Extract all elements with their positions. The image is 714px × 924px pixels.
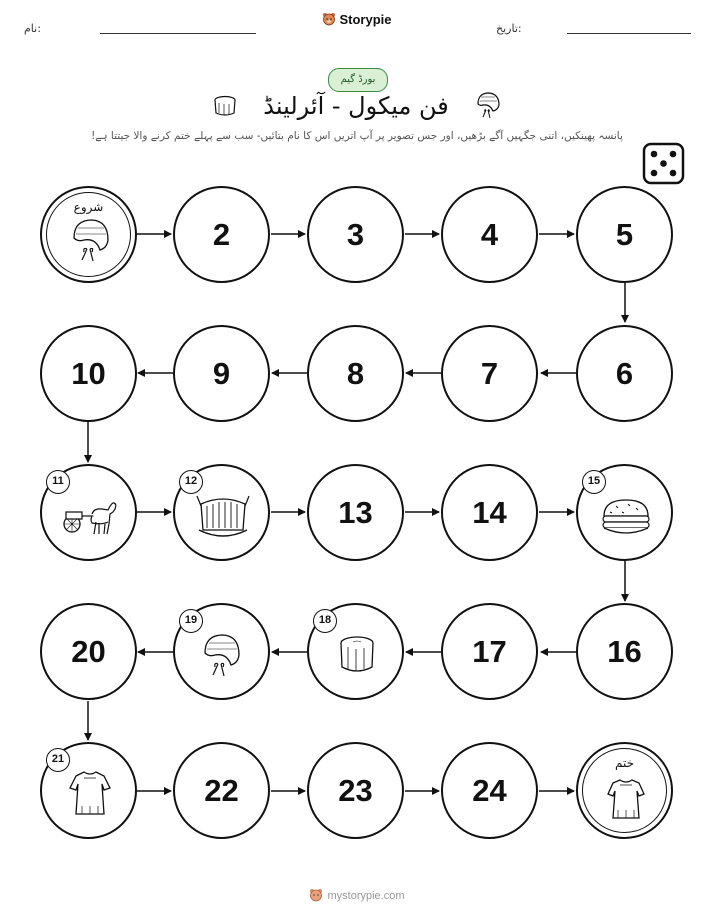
- storypie-bear-icon: [309, 888, 323, 902]
- instructions-text: پانسہ پھینکیں، اتنی جگہیں آگے بڑھیں، اور جس تصویر پر آپ اتریں اس کا نام بتائیں- سب سے پہلے ختم کرنے والا جیتتا ہے!: [91, 130, 623, 142]
- space-number: 13: [338, 494, 373, 530]
- space-number-badge: 15: [582, 470, 606, 494]
- board-space-4[interactable]: [441, 186, 538, 283]
- board-space-21[interactable]: [40, 742, 137, 839]
- finish-space[interactable]: [576, 742, 673, 839]
- space-number-badge: 11: [46, 470, 70, 494]
- date-label: تاریخ:: [496, 22, 522, 35]
- space-number: 6: [615, 355, 634, 391]
- dress-icon: [578, 744, 675, 841]
- board-space-16[interactable]: [576, 603, 673, 700]
- start-space[interactable]: [40, 186, 137, 283]
- brand-name: Storypie: [339, 12, 392, 27]
- space-number-badge: 12: [179, 470, 203, 494]
- space-number-badge: 21: [46, 748, 70, 772]
- board-space-22[interactable]: [173, 742, 270, 839]
- board-space-17[interactable]: [441, 603, 538, 700]
- board-space-2[interactable]: [173, 186, 270, 283]
- name-label: نام:: [24, 22, 41, 35]
- space-number: 22: [204, 772, 239, 808]
- space-number: 8: [346, 355, 365, 391]
- footer: [0, 888, 714, 902]
- space-number: 17: [472, 633, 507, 669]
- board-space-11[interactable]: [40, 464, 137, 561]
- board-space-19[interactable]: [173, 603, 270, 700]
- bonnet-icon: [42, 188, 139, 285]
- start-label: شروع: [73, 200, 104, 214]
- space-number: 24: [472, 772, 507, 808]
- board-space-10[interactable]: [40, 325, 137, 422]
- space-number: 2: [212, 216, 231, 252]
- board-space-7[interactable]: [441, 325, 538, 422]
- space-number: 5: [615, 216, 634, 252]
- space-number: 16: [607, 633, 642, 669]
- board-space-9[interactable]: [173, 325, 270, 422]
- board-space-13[interactable]: [307, 464, 404, 561]
- space-number: 23: [338, 772, 373, 808]
- finish-label: ختم: [614, 756, 635, 770]
- board-space-3[interactable]: [307, 186, 404, 283]
- board-space-18[interactable]: [307, 603, 404, 700]
- board-space-24[interactable]: [441, 742, 538, 839]
- space-number-badge: 19: [179, 609, 203, 633]
- board-space-15[interactable]: [576, 464, 673, 561]
- space-number: 10: [71, 355, 106, 391]
- board-game-badge: بورڈ گیم: [328, 68, 388, 92]
- board-space-6[interactable]: [576, 325, 673, 422]
- footer-url[interactable]: mystorypie.com: [327, 890, 405, 902]
- board-space-5[interactable]: [576, 186, 673, 283]
- space-number: 4: [480, 216, 499, 252]
- title-text: فن میکول - آئرلینڈ: [263, 92, 449, 120]
- space-number: 7: [480, 355, 499, 391]
- board-space-12[interactable]: [173, 464, 270, 561]
- space-number: 14: [472, 494, 507, 530]
- board-space-23[interactable]: [307, 742, 404, 839]
- space-number: 9: [212, 355, 231, 391]
- board-space-20[interactable]: [40, 603, 137, 700]
- board-space-8[interactable]: [307, 325, 404, 422]
- space-number: 20: [71, 633, 106, 669]
- space-number-badge: 18: [313, 609, 337, 633]
- space-number: 3: [346, 216, 365, 252]
- board-space-14[interactable]: [441, 464, 538, 561]
